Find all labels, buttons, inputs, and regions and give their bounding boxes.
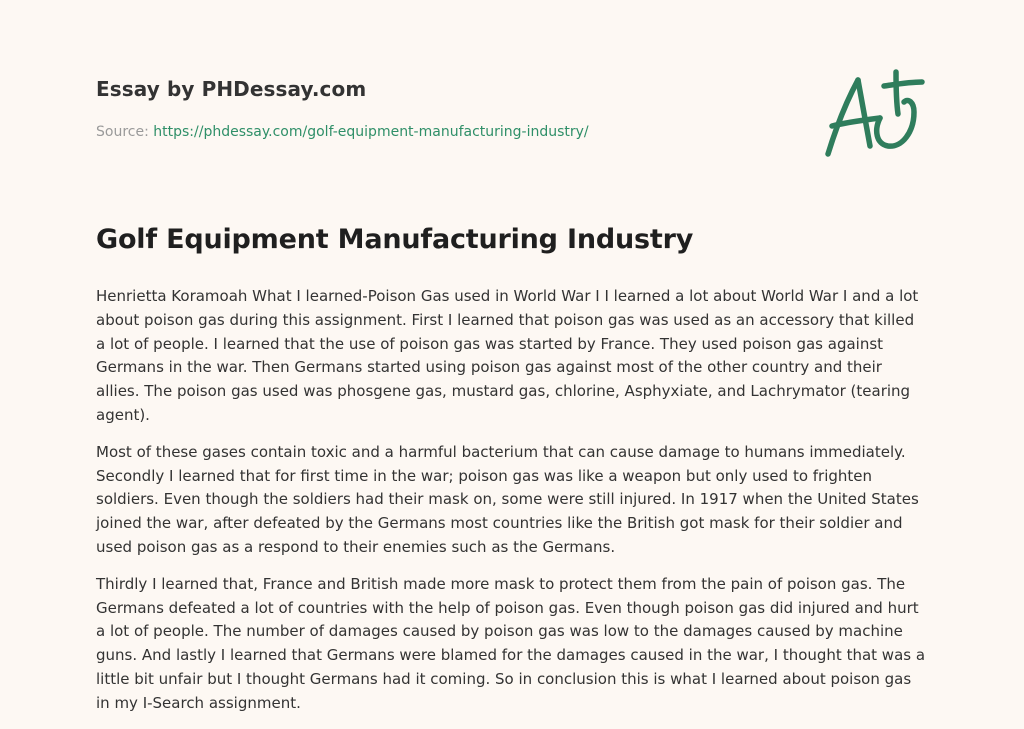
page-header bbox=[96, 74, 928, 164]
essay-paragraph: Most of these gases contain toxic and a harmful bacterium that can cause damage to humans immediately. Secondly I learned that for first time in the war; poison gas was like a weapon but only used to frighten soldiers. Even though the soldiers had their mask on, some were still injured. In 1917 when the United States joined the war, after defeated by the Germans most countries like the British got mask for their soldier and used poison gas as a respond to their enemies such as the Germans. bbox=[96, 442, 919, 556]
essay-body bbox=[96, 285, 928, 729]
source-link[interactable]: https://phdessay.com/golf-equipment-manufacturing-industry/ bbox=[153, 124, 589, 140]
essay-paragraph: Henrietta Koramoah What I learned-Poison Gas used in World War I I learned a lot about World War I and a lot about poison gas during this assignment. First I learned that poison gas was used as an accessory that killed a lot of people. I learned that the use of poison gas was started by France. They used poison gas against Germans in the war. Then Germans started using poison gas against most of the other country and their allies. The poison gas used was phosgene gas, mustard gas, chlorine, Asphyxiate, and Lachrymator (tearing agent). bbox=[96, 287, 919, 424]
essay-paragraph: Thirdly I learned that, France and British made more mask to protect them from the pain of poison gas. The Germans defeated a lot of countries with the help of poison gas. Even though poison gas did injured and hurt a lot of people. The number of damages caused by poison gas was low to the damages caused by machine guns. And lastly I learned that Germans were blamed for the damages caused in the war, I thought that was a little bit unfair but I thought Germans had it coming. So in conclusion this is what I learned about poison gas in my I-Search assignment. bbox=[96, 574, 926, 712]
site-brand: Essay by PHDessay.com bbox=[96, 77, 367, 101]
source-line bbox=[96, 124, 589, 140]
essay-title: Golf Equipment Manufacturing Industry bbox=[96, 224, 694, 255]
a-plus-grade-icon bbox=[822, 68, 928, 162]
source-label: Source: bbox=[96, 124, 154, 140]
